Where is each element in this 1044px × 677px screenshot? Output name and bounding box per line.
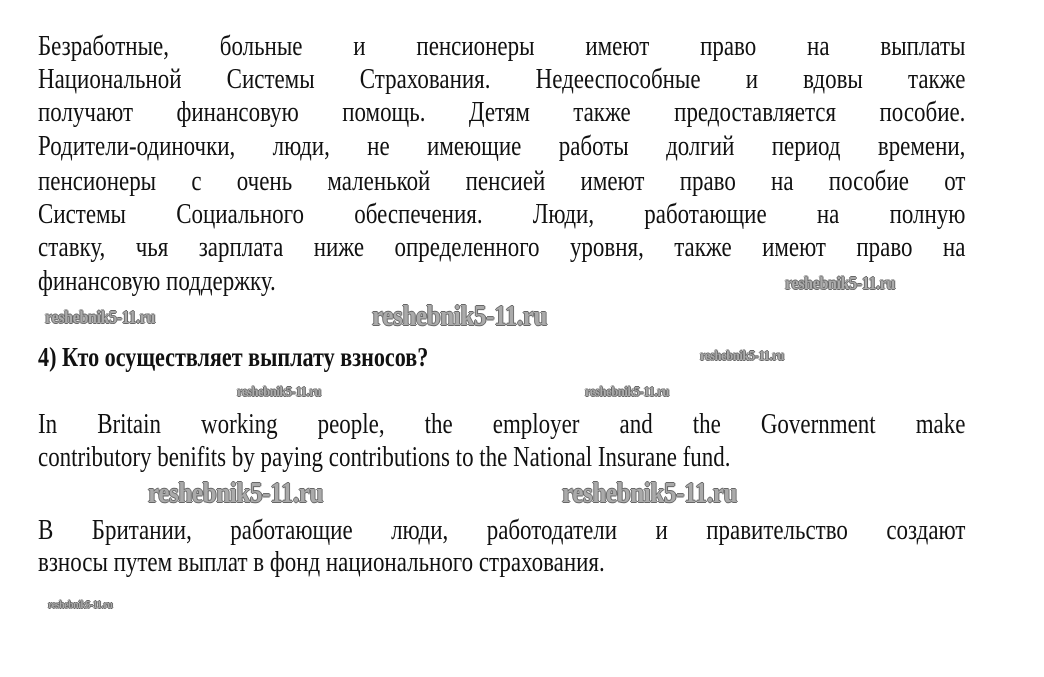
paragraph-line: получают финансовую помощь. Детям также предоставляется пособие. [38,97,966,128]
paragraph-line: Безработные, больные и пенсионеры имеют право на выплаты [38,31,966,62]
paragraph-line: В Британии, работающие люди, работодатели и правительство создают [38,515,966,546]
paragraph-line: In Britain working people, the employer and the Government make [38,409,966,440]
paragraph-line: пенсионеры с очень маленькой пенсией имеют право на пособие от [38,166,966,197]
section-heading: 4) Кто осуществляет выплату взносов? [38,342,429,372]
paragraph-line: Национальной Системы Страхования. Недееспособные и вдовы также [38,64,966,95]
watermark: reshebnik5-11.ru [372,301,548,332]
watermark: reshebnik5-11.ru [237,385,321,400]
paragraph-line: ставку, чья зарплата ниже определенного уровня, также имеют право на [38,232,966,263]
paragraph-line: contributory benifits by paying contributions to the National Insurane fund. [38,442,731,473]
watermark: reshebnik5-11.ru [45,307,155,327]
watermark: reshebnik5-11.ru [148,478,324,509]
watermark: reshebnik5-11.ru [785,273,895,293]
watermark: reshebnik5-11.ru [585,385,669,400]
watermark: reshebnik5-11.ru [700,349,784,364]
watermark: reshebnik5-11.ru [562,478,738,509]
paragraph-line: взносы путем выплат в фонд национального страхования. [38,547,605,578]
paragraph-line: Системы Социального обеспечения. Люди, работающие на полную [38,199,966,230]
paragraph-line: Родители-одиночки, люди, не имеющие работы долгий период времени, [38,131,966,162]
paragraph-line: финансовую поддержку. [38,266,276,297]
watermark: reshebnik5-11.ru [48,599,113,611]
